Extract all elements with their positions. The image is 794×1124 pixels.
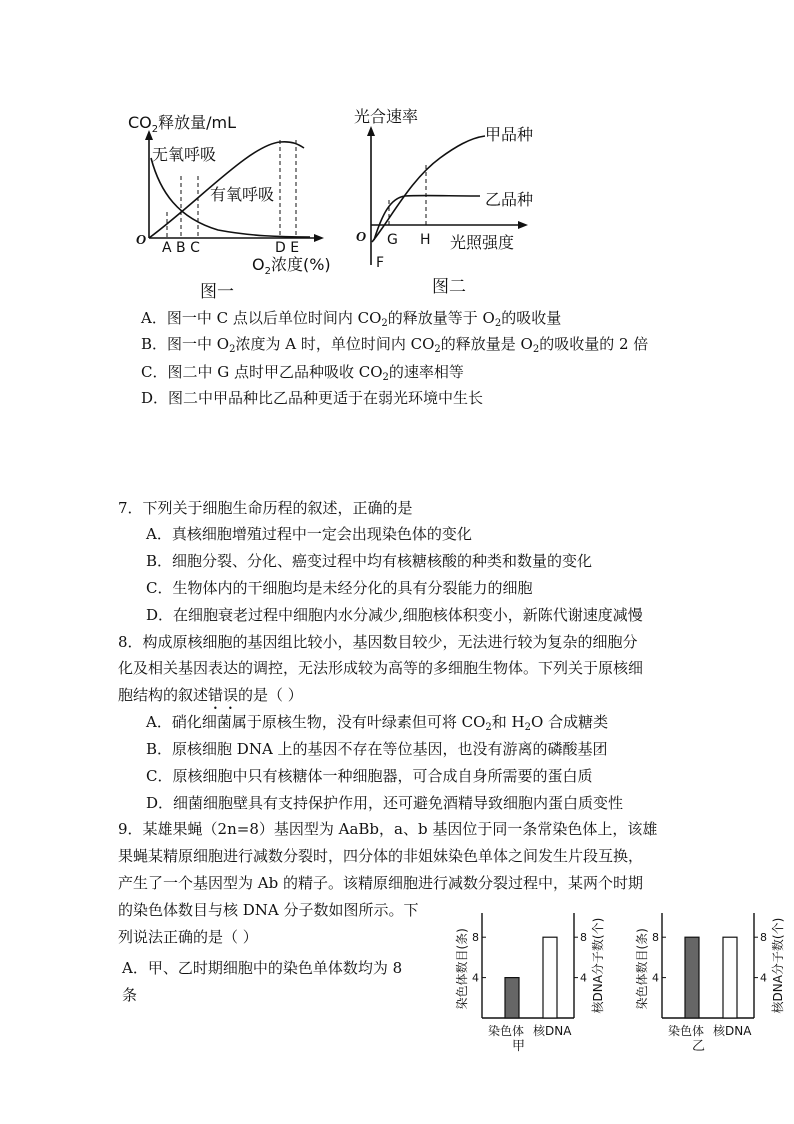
fig2-tick-f: F (376, 255, 385, 271)
q8-stem-line1: 8．构成原核细胞的基因组比较小，基因数目较少，无法进行较为复杂的细胞分 (118, 633, 638, 651)
left-tick-label: 4 (472, 971, 479, 985)
fig1-anaerobic-label: 无氧呼吸 (152, 145, 217, 164)
q7-option-a: A．真核细胞增殖过程中一定会出现染色体的变化 (146, 525, 472, 543)
q7-option-d: D．在细胞衰老过程中细胞内水分减少,细胞核体积变小，新陈代谢速度减慢 (146, 606, 643, 624)
fig2-tick-h: H (420, 232, 431, 248)
q9-option-a-line1: A．甲、乙时期细胞中的染色单体数均为 8 (122, 959, 403, 977)
q9-stem-line4: 的染色体数目与核 DNA 分子数如图所示。下 (118, 901, 419, 919)
q6-option-b: B．图一中 $O_2$浓度为 A 时，单位时间内 $CO_2$的释放量是 $O_2$的吸收量的 2 倍 (141, 335, 649, 355)
fig2-ylabel: 光合速率 (354, 107, 419, 126)
left-tick-label: 4 (652, 971, 659, 985)
fig1-origin: O (136, 233, 147, 248)
chart-title: 甲 (512, 1039, 526, 1054)
q6-option-c: C．图二中 G 点时甲乙品种吸收 $CO_2$的速率相等 (141, 363, 464, 383)
fig1-ticks-de: D E (275, 240, 300, 256)
chart-title: 乙 (692, 1039, 706, 1054)
q8-option-c: C．原核细胞中只有核糖体一种细胞器，可合成自身所需要的蛋白质 (146, 767, 593, 785)
y-axis-label: 染色体数目(条) (455, 928, 469, 1010)
q9-stem-line3: 产生了一个基因型为 Ab 的精子。该精原细胞进行减数分裂过程中，某两个时期 (118, 874, 643, 892)
bar-chromosome (505, 978, 519, 1018)
fig2-series-a-curve (372, 136, 485, 242)
q9-stem-line1: 9．某雄果蝇（2n=8）基因型为 AaBb，a、b 基因位于同一条常染色体上，该雄 (118, 820, 658, 838)
y2-axis-label: 核DNA分子数(个) (591, 917, 605, 1014)
q9-stem-line2: 果蝇某精原细胞进行减数分裂时，四分体的非姐妹染色单体之间发生片段互换， (118, 847, 644, 865)
fig2-xlabel: 光照强度 (450, 233, 515, 252)
category-label: 染色体 (488, 1024, 525, 1038)
left-tick-label: 8 (652, 931, 659, 945)
fig1-ylabel: $CO_2$释放量/mL (128, 113, 237, 135)
q8-option-b: B．原核细胞 DNA 上的基因不存在等位基因，也没有游离的磷酸基团 (146, 740, 608, 758)
fig1-xlabel: $O_2$浓度(%) (252, 255, 331, 277)
q6-option-a: A．图一中 C 点以后单位时间内 $CO_2$的释放量等于 $O_2$的吸收量 (141, 309, 562, 329)
q8-option-a: A．硝化细菌属于原核生物，没有叶绿素但可将 $CO_2$和 $H_2O$ 合成糖类 (146, 713, 609, 733)
bar-chromosome (685, 937, 699, 1018)
q9-stem-line5: 列说法正确的是（ ） (118, 928, 258, 946)
fig1-aerobic-label: 有氧呼吸 (210, 185, 275, 204)
right-tick-label: 8 (580, 931, 587, 945)
q7-option-b: B．细胞分裂、分化、癌变过程中均有核糖核酸的种类和数量的变化 (146, 552, 593, 570)
fig2-caption: 图二 (432, 277, 466, 297)
right-tick-label: 8 (760, 931, 767, 945)
right-tick-label: 4 (760, 971, 767, 985)
fig2-series-a-label: 甲品种 (485, 125, 534, 144)
q7-stem: 7．下列关于细胞生命历程的叙述，正确的是 (118, 499, 413, 517)
category-label: 核DNA (713, 1024, 752, 1038)
left-tick-label: 8 (472, 931, 479, 945)
q6-option-d: D．图二中甲品种比乙品种更适于在弱光环境中生长 (141, 389, 484, 407)
bar-chart-jia (452, 905, 612, 1055)
q8-option-d: D．细菌细胞壁具有支持保护作用，还可避免酒精导致细胞内蛋白质变性 (146, 794, 624, 812)
category-label: 染色体 (668, 1024, 705, 1038)
y2-axis-label: 核DNA分子数(个) (771, 917, 785, 1014)
right-tick-label: 4 (580, 971, 587, 985)
q7-option-c: C．生物体内的干细胞均是未经分化的具有分裂能力的细胞 (146, 579, 533, 597)
fig1-caption: 图一 (200, 282, 234, 302)
fig2-origin: O (356, 230, 367, 245)
bar-nuclear-dna (723, 937, 737, 1018)
q8-stem-line3: 胞结构的叙述错误的是（ ） (118, 686, 303, 704)
bar-nuclear-dna (543, 937, 557, 1018)
fig1-ticks-abc: A B C (162, 240, 200, 256)
q9-option-a-line2: 条 (122, 986, 138, 1004)
q8-stem-line2: 化及相关基因表达的调控，无法形成较为高等的多细胞生物体。下列关于原核细 (118, 659, 644, 677)
bar-chart-yi (632, 905, 792, 1055)
figure-1-respiration-graph (120, 100, 340, 305)
fig2-series-b-label: 乙品种 (485, 190, 534, 209)
figure-2-photosynthesis-graph (350, 100, 550, 300)
category-label: 核DNA (533, 1024, 572, 1038)
y-axis-label: 染色体数目(条) (635, 928, 649, 1010)
fig2-tick-g: G (387, 232, 398, 248)
